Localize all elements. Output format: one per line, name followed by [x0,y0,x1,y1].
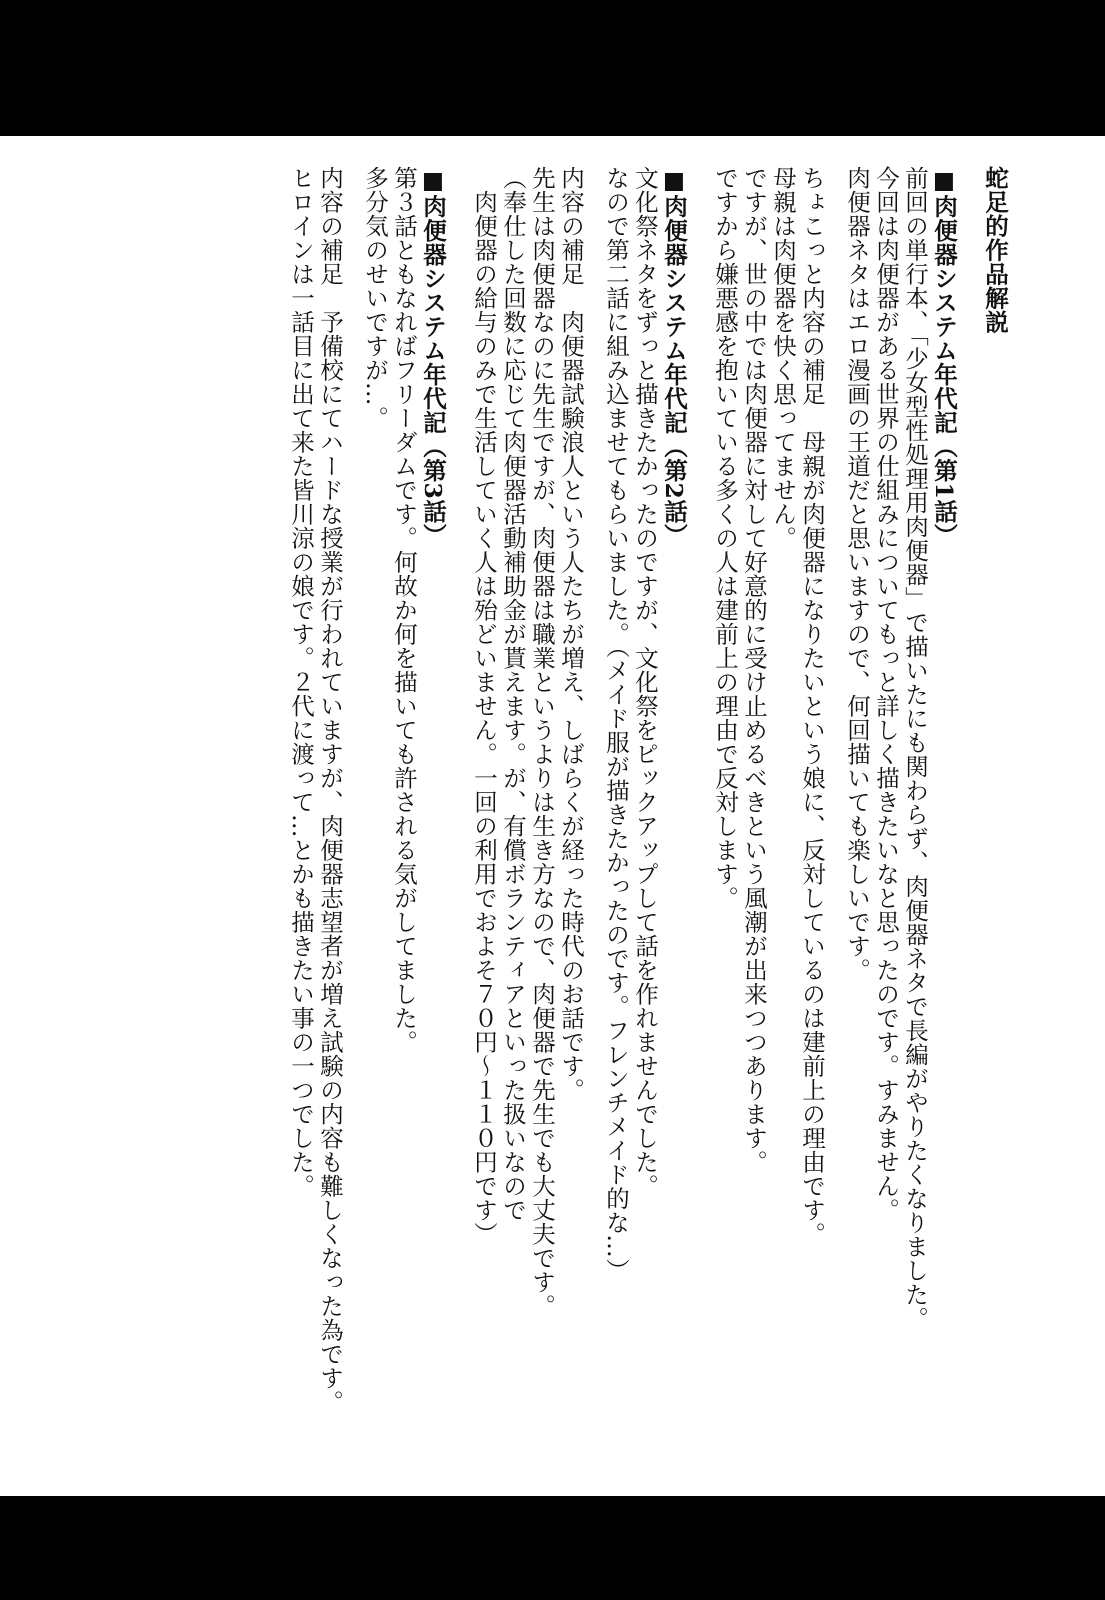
section-heading-1: ■肉便器システム年代記（第1話） [930,166,958,548]
paragraph-line: 文化祭ネタをずっと描きたかったのですが、文化祭をピックアップして話を作れませんでした。 [631,166,659,1198]
paragraph-line: 多分気のせいですが…。 [361,166,389,430]
paragraph-line: 肉便器の給与のみで生活していく人は殆どいません。一回の利用でおよそ７０円～１１０円です） [470,166,498,1246]
paragraph-line: 内容の補足 肉便器試験浪人という人たちが増え、しばらくが経った時代のお話です。 [557,166,585,1102]
section-heading-2: ■肉便器システム年代記（第2話） [660,166,688,548]
paragraph-line: 先生は肉便器なのに先生ですが、肉便器は職業というよりは生き方なので、肉便器で先生でも大丈夫です。 [528,166,556,1318]
paragraph-line: 肉便器ネタはエロ漫画の王道だと思いますので、何回描いても楽しいです。 [843,166,871,982]
vertical-text-block [286,166,1009,1466]
document-page [0,136,1105,1496]
document-title: 蛇足的作品解説 [981,166,1009,334]
paragraph-line: ヒロインは一話目に出て来た皆川涼の娘です。２代に渡って…とかも描きたい事の一つでした。 [287,166,315,1198]
paragraph-line: 内容の補足 予備校にてハードな授業が行われていますが、肉便器志望者が増え試験の内容も難しくなった為です。 [316,166,344,1414]
paragraph-line: 母親は肉便器を快く思ってません。 [769,166,797,550]
bottom-black-band [0,1496,1105,1600]
top-black-band [0,0,1105,136]
paragraph-line: なので第二話に組み込ませてもらいました。（メイド服が描きたかったのです。フレンチメイド的な…） [602,166,630,1283]
paragraph-line: ですが、世の中では肉便器に対して好意的に受け止めるべきという風潮が出来つつあります。 [740,166,768,1174]
paragraph-line: ですから嫌悪感を抱いている多くの人は建前上の理由で反対します。 [711,166,739,910]
paragraph-line: ちょこっと内容の補足 母親が肉便器になりたいという娘に、反対しているのは建前上の理由です。 [798,166,826,1246]
paragraph-line: 第３話ともなればフリーダムです。何故か何を描いても許される気がしてました。 [390,166,418,1054]
section-heading-3: ■肉便器システム年代記（第3話） [419,166,447,548]
paragraph-line: 前回の単行本、「少女型性処理用肉便器」で描いたにも関わらず、肉便器ネタで長編がやりたくなりました。 [901,166,929,1331]
paragraph-line: 今回は肉便器がある世界の仕組みについてもっと詳しく描きたいなと思ったのです。すみません。 [872,166,900,1222]
paragraph-line: （奉仕した回数に応じて肉便器活動補助金が貰えます。が、有償ボランティアといった扱いなので [499,166,527,1222]
